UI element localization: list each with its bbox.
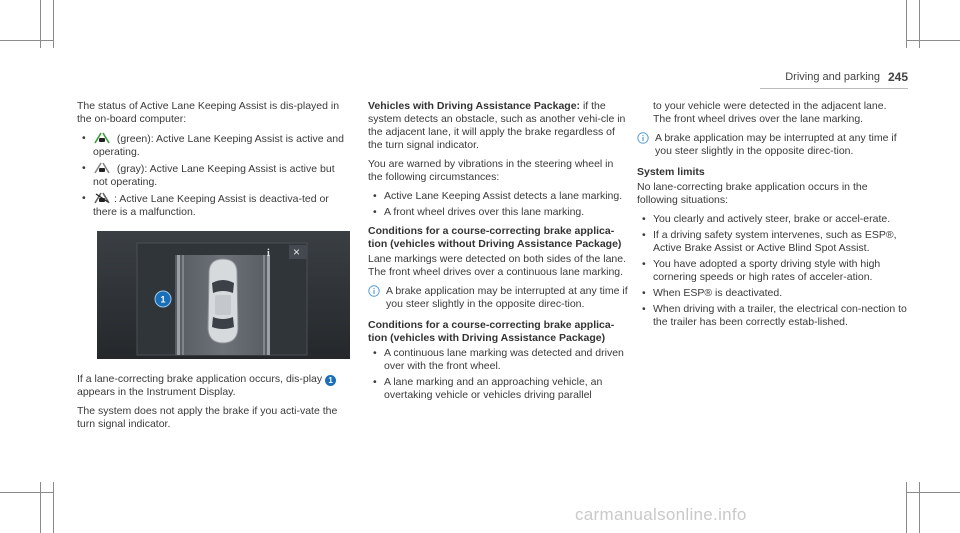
status-item-gray — [77, 162, 347, 189]
note-text: A brake application may be interrupted at any time if you steer slightly in the opposite direc-tion. — [655, 132, 897, 157]
crop-mark — [906, 40, 960, 41]
page-header — [758, 71, 908, 85]
column-3 — [637, 100, 907, 335]
callout-number: 1 — [160, 294, 166, 305]
list-item: • When driving with a trailer, the electrical con-nection to the trailer has been correctly estab-lished. — [637, 303, 907, 329]
list-item: • A continuous lane marking was detected and driven over with the front wheel. — [368, 347, 630, 373]
system-limits-heading: System limits — [637, 166, 705, 178]
warned-paragraph: You are warned by vibrations in the steering wheel in the following circumstances: — [368, 158, 614, 183]
list-item: • If a driving safety system intervenes, such as ESP®, Active Brake Assist or Active Blind Spot Assist. — [637, 229, 907, 255]
crop-mark — [906, 482, 907, 533]
vehicles-heading: Vehicles with Driving Assistance Package: — [368, 100, 581, 112]
status-text: : Active Lane Keeping Assist is deactiva-ted or there is a malfunction. — [93, 193, 329, 218]
note-text: A brake application may be interrupted at any time if you steer slightly in the opposite direc-tion. — [386, 285, 628, 310]
vehicles-paragraph — [368, 100, 630, 152]
status-item-deactivated — [77, 192, 347, 219]
note-block — [637, 132, 907, 158]
conditions-list-2 — [368, 347, 630, 402]
lane-deactivated-icon — [93, 192, 111, 204]
note-block — [368, 285, 630, 311]
vehicle-graphic — [208, 259, 238, 343]
status-text: (green): Active Lane Keeping Assist is active and operating. — [93, 133, 344, 158]
list-item: • A front wheel drives over this lane marking. — [368, 206, 630, 219]
lane-green-icon — [93, 132, 111, 144]
close-icon: × — [293, 245, 301, 259]
info-icon: i — [267, 248, 270, 259]
text: If a lane-correcting brake application occurs, dis-play — [77, 373, 323, 385]
turn-signal-paragraph: The system does not apply the brake if you acti-vate the turn signal indicator. — [77, 405, 338, 430]
instrument-display-image — [97, 231, 350, 359]
crop-mark — [53, 482, 54, 533]
text: appears in the Instrument Display. — [77, 386, 236, 398]
status-item-green — [77, 132, 347, 159]
note-icon — [637, 132, 649, 144]
crop-mark — [906, 492, 960, 493]
callout-badge-inline: 1 — [325, 375, 336, 386]
lane-gray-icon — [93, 162, 111, 174]
list-item: • When ESP® is deactivated. — [637, 287, 907, 300]
system-limits-list — [637, 213, 907, 329]
intro-paragraph: The status of Active Lane Keeping Assist is dis-played in the on-board computer: — [77, 100, 340, 125]
note-icon — [368, 285, 380, 297]
column-2 — [368, 100, 630, 408]
warned-list — [368, 190, 630, 219]
list-item: • Active Lane Keeping Assist detects a lane marking. — [368, 190, 630, 203]
conditions-heading-2: Conditions for a course-correcting brake applica-tion (vehicles with Driving Assistance Package) — [368, 319, 615, 344]
column-1 — [77, 100, 347, 437]
header-rule — [760, 88, 908, 89]
list-item: • A lane marking and an approaching vehicle, an overtaking vehicle or vehicles driving parallel — [368, 376, 630, 402]
conditions-text-1: Lane markings were detected on both sides of the lane. The front wheel drives over a continuous lane marking. — [368, 253, 626, 278]
crop-mark — [0, 40, 54, 41]
brake-display-paragraph — [77, 373, 347, 399]
vehicles-text: if the system detects an obstacle, such as another vehi-cle in the adjacent lane, it will apply the brake regardless of the turn signal indicator. — [368, 100, 626, 151]
page-number: 245 — [887, 70, 908, 84]
watermark: carmanualsonline.info — [575, 505, 747, 524]
list-item: • You clearly and actively steer, brake or accel-erate. — [637, 213, 907, 226]
status-list — [77, 132, 347, 219]
status-text: (gray): Active Lane Keeping Assist is active but not operating. — [93, 163, 335, 188]
list-item: • You have adopted a sporty driving style with high cornering speeds or high rates of acceler-ation. — [637, 258, 907, 284]
section-title: Driving and parking — [785, 71, 880, 83]
crop-mark — [0, 492, 54, 493]
crop-mark — [40, 482, 41, 533]
display-graphic — [97, 231, 350, 359]
continuation-paragraph: to your vehicle were detected in the adjacent lane. The front wheel drives over the lane marking. — [653, 100, 887, 125]
conditions-heading-1: Conditions for a course-correcting brake applica-tion (vehicles without Driving Assistance Package) — [368, 225, 622, 250]
system-limits-text: No lane-correcting brake application occurs in the following situations: — [637, 181, 868, 206]
crop-mark — [919, 482, 920, 533]
